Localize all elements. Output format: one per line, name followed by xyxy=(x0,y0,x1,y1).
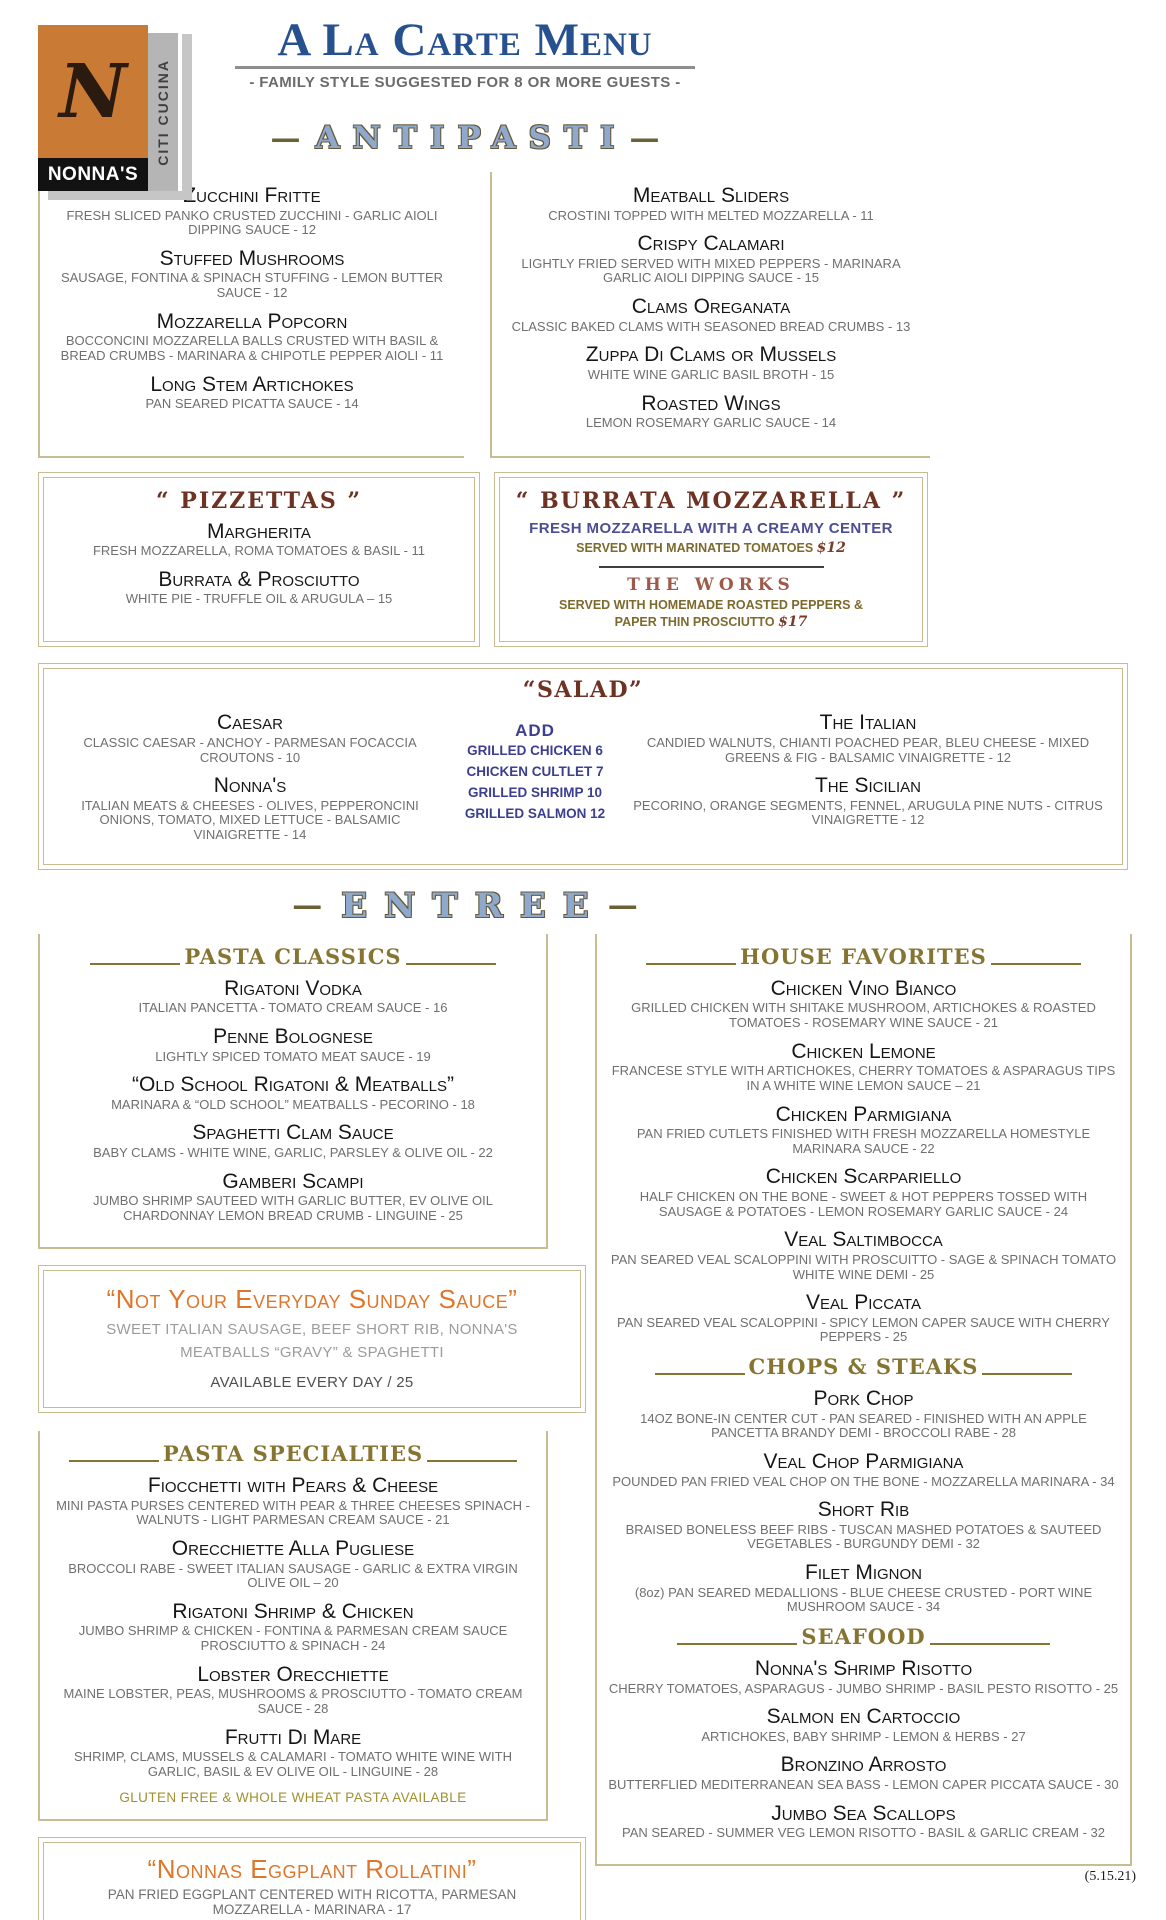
pasta-classics-header xyxy=(40,944,546,969)
menu-item-desc: FRANCESE STYLE WITH ARTICHOKES, CHERRY TOMATOES & ASPARAGUS TIPS IN A WHITE WINE LEMON SAUCE – 21 xyxy=(611,1063,1116,1093)
header-rule-right xyxy=(991,963,1081,965)
menu-item-name: Chicken Parmigiana xyxy=(775,1102,952,1126)
house-favorites-title: HOUSE FAVORITES xyxy=(740,943,987,969)
menu-item-name: Chicken Scarpariello xyxy=(765,1165,962,1189)
header-rule-left xyxy=(69,1460,159,1462)
menu-item-name: Nonna's Shrimp Risotto xyxy=(754,1657,973,1681)
burrata-divider xyxy=(599,566,824,568)
menu-item-desc: (8oz) PAN SEARED MEDALLIONS - BLUE CHEESE CRUSTED - PORT WINE MUSHROOM SAUCE - 34 xyxy=(634,1584,1093,1615)
burrata-box xyxy=(494,472,928,648)
menu-item-desc: PAN SEARED PICATTA SAUCE - 14 xyxy=(145,396,359,412)
menu-item-name: Crispy Calamari xyxy=(637,232,785,256)
menu-item-desc: SAUSAGE, FONTINA & SPINACH STUFFING - LEMON BUTTER SAUCE - 12 xyxy=(60,270,444,301)
pizzettas-list xyxy=(52,520,466,607)
pasta-specialties-header xyxy=(40,1441,546,1466)
menu-item-name: Jumbo Sea Scallops xyxy=(771,1801,956,1825)
menu-item-name: The Sicilian xyxy=(814,774,922,798)
menu-item-desc: CLASSIC BAKED CLAMS WITH SEASONED BREAD CRUMBS - 13 xyxy=(511,318,911,334)
menu-item-name: Filet Mignon xyxy=(805,1561,922,1585)
menu-item-desc: 14OZ BONE-IN CENTER CUT - PAN SEARED - FINISHED WITH AN APPLE PANCETTA BRANDY DEMI - BROCCOLI RABE - 28 xyxy=(640,1410,1087,1441)
dash-left: — xyxy=(292,888,323,924)
menu-item xyxy=(50,711,450,765)
menu-item-desc: BROCCOLI RABE - SWEET ITALIAN SAUSAGE - GARLIC & EXTRA VIRGIN OLIVE OIL – 20 xyxy=(68,1560,518,1591)
seafood-section xyxy=(597,1624,1130,1841)
header-rule-left xyxy=(646,963,736,965)
salad-title: “SALAD” xyxy=(522,677,644,704)
entree-right-column xyxy=(595,934,1136,1884)
antipasti-header-text: ANTIPASTI xyxy=(315,120,628,156)
title-rule xyxy=(235,66,695,69)
header-rule-right xyxy=(406,963,496,965)
header-rule-left xyxy=(90,963,180,965)
salad-columns xyxy=(50,705,1116,851)
menu-item-desc: JUMBO SHRIMP & CHICKEN - FONTINA & PARMESAN CREAM SAUCE PROSCIUTTO & SPINACH - 24 xyxy=(78,1623,508,1654)
menu-item-name: Gamberi Scampi xyxy=(222,1169,364,1193)
menu-item xyxy=(597,1802,1130,1841)
menu-item xyxy=(597,1387,1130,1441)
house-favorites-section xyxy=(597,944,1130,1345)
menu-item xyxy=(40,1537,546,1591)
menu-item-desc: MINI PASTA PURSES CENTERED WITH PEAR & THREE CHEESES SPINACH - WALNUTS - LIGHT PARMESAN CREAM SAUCE - 21 xyxy=(56,1497,530,1528)
salad-right-list xyxy=(620,705,1116,837)
salad-left-list xyxy=(50,705,450,851)
page-subtitle: - FAMILY STYLE SUGGESTED FOR 8 OR MORE GUESTS - xyxy=(249,74,681,92)
menu-item xyxy=(597,1705,1130,1744)
menu-item-desc: CHERRY TOMATOES, ASPARAGUS - JUMBO SHRIMP - BASIL PESTO RISOTTO - 25 xyxy=(608,1680,1119,1696)
chops-steaks-section xyxy=(597,1354,1130,1615)
menu-item xyxy=(40,1121,546,1160)
chops-steaks-header xyxy=(597,1354,1130,1379)
menu-item xyxy=(40,1025,546,1064)
header-rule-left xyxy=(677,1643,797,1645)
chops-steaks-title: CHOPS & STEAKS xyxy=(748,1354,979,1380)
menu-item xyxy=(597,977,1130,1031)
menu-item-desc: SHRIMP, CLAMS, MUSSELS & CALAMARI - TOMATO WHITE WINE WITH GARLIC, BASIL & EV OLIVE OIL - LINGUINE - 28 xyxy=(74,1749,512,1779)
menu-item-desc: PAN FRIED CUTLETS FINISHED WITH FRESH MOZZARELLA HOMESTYLE MARINARA SAUCE - 22 xyxy=(636,1126,1091,1156)
menu-item xyxy=(52,568,466,607)
pasta-classics-section xyxy=(38,934,548,1249)
burrata-box-inner xyxy=(499,477,923,643)
menu-item-name: Pork Chop xyxy=(813,1387,914,1411)
menu-item-name: Caesar xyxy=(216,711,284,735)
menu-item-desc: ITALIAN MEATS & CHEESES - OLIVES, PEPPERONCINI ONIONS, TOMATO, MIXED LETTUCE - BALSAMIC VINAIGRETTE - 14 xyxy=(81,797,419,843)
seafood-title: SEAFOOD xyxy=(801,1624,926,1650)
burrata-option-1-text: SERVED WITH MARINATED TOMATOES xyxy=(576,540,814,555)
menu-item xyxy=(40,1474,546,1528)
menu-item xyxy=(597,1657,1130,1696)
menu-item-name: Rigatoni Shrimp & Chicken xyxy=(172,1599,414,1623)
menu-item-name: Spaghetti Clam Sauce xyxy=(192,1121,394,1145)
menu-item xyxy=(40,977,546,1016)
menu-item-desc: CLASSIC CAESAR - ANCHOY - PARMESAN FOCACCIA CROUTONS - 10 xyxy=(83,734,417,765)
menu-item-desc: PAN SEARED VEAL SCALOPPINI WITH PROSCUITTO - SAGE & SPINACH TOMATO WHITE WINE DEMI - 25 xyxy=(610,1251,1117,1282)
menu-item-desc: ITALIAN PANCETTA - TOMATO CREAM SAUCE - 16 xyxy=(138,1000,448,1016)
menu-item xyxy=(597,1291,1130,1345)
menu-item-desc: MAINE LOBSTER, PEAS, MUSHROOMS & PROSCIUTTO - TOMATO CREAM SAUCE - 28 xyxy=(63,1686,523,1716)
menu-item-desc: CANDIED WALNUTS, CHIANTI POACHED PEAR, BLEU CHEESE - MIXED GREENS & FIG - BALSAMIC VINAIGRETTE - 12 xyxy=(646,734,1090,765)
eggplant-rollatini-desc: PAN FRIED EGGPLANT CENTERED WITH RICOTTA, PARMESAN MOZZARELLA - MARINARA - 17 xyxy=(107,1887,517,1918)
eggplant-rollatini-title: “Nonnas Eggplant Rollatini” xyxy=(147,1853,477,1884)
menu-item-name: Fiocchetti with Pears & Cheese xyxy=(147,1474,439,1498)
menu-item xyxy=(620,711,1116,765)
menu-item-desc: MARINARA & “OLD SCHOOL” MEATBALLS - PECORINO - 18 xyxy=(111,1096,475,1112)
pasta-specialties-list xyxy=(40,1474,546,1779)
chops-steaks-list xyxy=(597,1387,1130,1615)
entree-left-column xyxy=(38,934,586,1920)
specialty-box-row xyxy=(38,472,1166,648)
menu-item xyxy=(492,295,930,334)
menu-item-name: Veal Piccata xyxy=(806,1291,921,1315)
dash-right: — xyxy=(629,120,660,156)
salad-add-option: GRILLED CHICKEN 6 xyxy=(467,743,603,759)
entree-columns xyxy=(38,934,1166,1920)
menu-item-desc: CROSTINI TOPPED WITH MELTED MOZZARELLA - 11 xyxy=(548,207,874,223)
menu-item-desc: FRESH SLICED PANKO CRUSTED ZUCCHINI - GARLIC AIOLI DIPPING SAUCE - 12 xyxy=(66,207,438,238)
entree-header-text: ENTREE xyxy=(341,885,606,926)
menu-item xyxy=(40,373,464,412)
menu-item-name: Nonna's xyxy=(213,774,287,798)
header-rule-right xyxy=(930,1643,1050,1645)
menu-item-desc: ARTICHOKES, BABY SHRIMP - LEMON & HERBS - 27 xyxy=(701,1728,1026,1744)
pasta-classics-title: PASTA CLASSICS xyxy=(184,943,402,969)
menu-item-desc: LEMON ROSEMARY GARLIC SAUCE - 14 xyxy=(585,415,837,431)
eggplant-rollatini-box xyxy=(38,1837,586,1920)
menu-item-desc: BOCCONCINI MOZZARELLA BALLS CRUSTED WITH BASIL & BREAD CRUMBS - MARINARA & CHIPOTLE PEPPER AIOLI - 11 xyxy=(60,333,444,363)
menu-item xyxy=(597,1561,1130,1615)
menu-item xyxy=(40,247,464,301)
dash-right: — xyxy=(607,888,638,924)
salad-add-option: GRILLED SHRIMP 10 xyxy=(467,785,603,801)
menu-item xyxy=(620,774,1116,828)
menu-item-name: Veal Saltimbocca xyxy=(784,1228,943,1252)
menu-revision-date: (5.15.21) xyxy=(1084,1868,1136,1884)
menu-item-name: Orecchiette Alla Pugliese xyxy=(171,1536,415,1560)
menu-item-name: Margherita xyxy=(207,519,311,543)
menu-item-desc: PAN SEARED VEAL SCALOPPINI - SPICY LEMON CAPER SAUCE WITH CHERRY PEPPERS - 25 xyxy=(617,1314,1110,1345)
entree-header xyxy=(0,886,930,926)
header-rule-right xyxy=(982,1373,1072,1375)
menu-item xyxy=(597,1450,1130,1489)
logo-initial: N xyxy=(59,48,127,135)
menu-item-desc: WHITE PIE - TRUFFLE OIL & ARUGULA – 15 xyxy=(125,591,393,607)
menu-item xyxy=(492,343,930,382)
menu-item-name: Meatball Sliders xyxy=(632,184,790,207)
burrata-option-1-price: $12 xyxy=(816,539,846,556)
antipasti-section xyxy=(38,172,1166,458)
menu-item-desc: JUMBO SHRIMP SAUTEED WITH GARLIC BUTTER, EV OLIVE OIL CHARDONNAY LEMON BREAD CRUMB - LINGUINE - 25 xyxy=(93,1193,493,1223)
menu-item-desc: FRESH MOZZARELLA, ROMA TOMATOES & BASIL - 11 xyxy=(92,543,426,559)
gluten-free-note: GLUTEN FREE & WHOLE WHEAT PASTA AVAILABLE xyxy=(119,1789,467,1805)
pasta-specialties-title: PASTA SPECIALTIES xyxy=(162,1441,424,1467)
menu-item-desc: PAN SEARED - SUMMER VEG LEMON RISOTTO - BASIL & GARLIC CREAM - 32 xyxy=(621,1825,1106,1841)
salad-add-option: CHICKEN CULTLET 7 xyxy=(466,764,604,780)
menu-item xyxy=(597,1753,1130,1792)
sunday-sauce-box-inner xyxy=(43,1270,581,1409)
logo-vertical-text: CITI CUCINA xyxy=(155,58,171,166)
menu-item xyxy=(40,1073,546,1112)
burrata-option-2 xyxy=(508,598,914,631)
burrata-option-2-text: SERVED WITH HOMEMADE ROASTED PEPPERS & PAPER THIN PROSCIUTTO xyxy=(559,598,863,629)
menu-item-desc: LIGHTLY SPICED TOMATO MEAT SAUCE - 19 xyxy=(155,1048,431,1064)
sunday-sauce-note: AVAILABLE EVERY DAY / 25 xyxy=(210,1374,414,1392)
title-block xyxy=(165,16,765,91)
menu-item-name: Lobster Orecchiette xyxy=(197,1662,389,1686)
menu-item-name: Zucchini Fritte xyxy=(183,184,321,207)
the-works-title: THE WORKS xyxy=(627,575,795,596)
antipasti-right-list xyxy=(490,172,930,458)
menu-item-name: Roasted Wings xyxy=(641,391,781,415)
menu-item-desc: WHITE WINE GARLIC BASIL BROTH - 15 xyxy=(587,366,835,382)
menu-item xyxy=(492,232,930,286)
menu-item-name: Stuffed Mushrooms xyxy=(159,246,345,270)
house-favorites-header xyxy=(597,944,1130,969)
header-rule-left xyxy=(655,1373,745,1375)
menu-item-name: Veal Chop Parmigiana xyxy=(763,1450,964,1474)
menu-item xyxy=(597,1165,1130,1219)
menu-item-desc: BUTTERFLIED MEDITERRANEAN SEA BASS - LEMON CAPER PICCATA SAUCE - 30 xyxy=(608,1776,1119,1792)
salad-add-option: GRILLED SALMON 12 xyxy=(464,806,606,822)
menu-item-name: Penne Bolognese xyxy=(213,1025,373,1048)
burrata-tagline: FRESH MOZZARELLA WITH A CREAMY CENTER xyxy=(529,519,893,537)
sunday-sauce-box xyxy=(38,1265,586,1414)
menu-item-desc: PECORINO, ORANGE SEGMENTS, FENNEL, ARUGULA PINE NUTS - CITRUS VINAIGRETTE - 12 xyxy=(633,797,1103,828)
eggplant-rollatini-box-inner xyxy=(43,1842,581,1920)
nonnas-logo xyxy=(38,25,182,191)
menu-item xyxy=(40,1600,546,1654)
menu-item-desc: LIGHTLY FRIED SERVED WITH MIXED PEPPERS - MARINARA GARLIC AIOLI DIPPING SAUCE - 15 xyxy=(521,255,901,286)
pizzettas-title: “ PIZZETTAS ” xyxy=(155,487,363,514)
menu-item xyxy=(492,392,930,431)
logo-monogram xyxy=(38,25,148,158)
menu-item-name: Chicken Vino Bianco xyxy=(770,976,957,1000)
menu-item-name: “Old School Rigatoni & Meatballs” xyxy=(132,1073,454,1097)
sunday-sauce-desc: SWEET ITALIAN SAUSAGE, BEEF SHORT RIB, NONNA'S MEATBALLS “GRAVY” & SPAGHETTI xyxy=(106,1321,518,1361)
sunday-sauce-title: “Not Your Everyday Sunday Sauce” xyxy=(106,1283,518,1314)
page-title: A La Carte Menu xyxy=(277,14,653,66)
salad-add-title: ADD xyxy=(515,721,555,741)
menu-item-name: Rigatoni Vodka xyxy=(224,976,362,1000)
menu-item-desc: BRAISED BONELESS BEEF RIBS - TUSCAN MASHED POTATOES & SAUTEED VEGETABLES - BURGUNDY DEMI - 32 xyxy=(625,1521,1102,1552)
menu-item-name: The Italian xyxy=(819,711,917,735)
menu-item-name: Zuppa Di Clams or Mussels xyxy=(585,343,837,367)
pizzettas-box xyxy=(38,472,480,648)
antipasti-left-list xyxy=(38,172,464,458)
menu-item xyxy=(597,1228,1130,1282)
seafood-list xyxy=(597,1657,1130,1841)
menu-item xyxy=(597,1498,1130,1552)
pizzettas-box-inner xyxy=(43,477,475,643)
menu-item-name: Mozzarella Popcorn xyxy=(156,309,348,333)
menu-item-name: Frutti Di Mare xyxy=(224,1725,362,1749)
menu-item xyxy=(40,184,464,238)
burrata-title: “ BURRATA MOZZARELLA ” xyxy=(515,487,907,514)
burrata-option-2-price: $17 xyxy=(778,613,808,630)
menu-item xyxy=(52,520,466,559)
menu-item-name: Long Stem Artichokes xyxy=(150,372,354,396)
menu-item xyxy=(597,1103,1130,1157)
salad-add-block xyxy=(450,705,620,825)
menu-item-desc: GRILLED CHICKEN WITH SHITAKE MUSHROOM, ARTICHOKES & ROASTED TOMATOES - ROSEMARY WINE SAUCE - 21 xyxy=(631,1000,1096,1030)
menu-item-name: Salmon en Cartoccio xyxy=(766,1705,961,1729)
house-favorites-list xyxy=(597,977,1130,1345)
salad-add-options xyxy=(450,741,620,825)
salad-section xyxy=(38,663,1128,869)
pasta-specialties-section xyxy=(38,1431,548,1820)
burrata-option-1 xyxy=(508,540,914,558)
salad-box-inner xyxy=(43,668,1123,864)
menu-item xyxy=(40,1726,546,1780)
menu-item xyxy=(50,774,450,843)
seafood-header xyxy=(597,1624,1130,1649)
menu-item xyxy=(492,184,930,223)
header xyxy=(0,0,1166,185)
menu-item-name: Bronzino Arrosto xyxy=(780,1753,947,1777)
menu-item xyxy=(40,1663,546,1717)
menu-item xyxy=(40,1170,546,1224)
menu-item-desc: POUNDED PAN FRIED VEAL CHOP ON THE BONE - MOZZARELLA MARINARA - 34 xyxy=(612,1473,1115,1489)
menu-item xyxy=(40,310,464,364)
dash-left: — xyxy=(270,120,301,156)
antipasti-header xyxy=(165,120,765,156)
menu-item-desc: HALF CHICKEN ON THE BONE - SWEET & HOT PEPPERS TOSSED WITH SAUSAGE & POTATOES - LEMON ROSEMARY GARLIC SAUCE - 24 xyxy=(639,1188,1088,1219)
menu-item xyxy=(597,1040,1130,1094)
logo-wordmark: NONNA'S xyxy=(38,158,148,191)
menu-item-name: Short Rib xyxy=(817,1498,910,1522)
menu-item-name: Chicken Lemone xyxy=(791,1039,936,1063)
menu-item-name: Burrata & Prosciutto xyxy=(158,567,360,591)
menu-item-name: Clams Oreganata xyxy=(631,295,791,319)
menu-item-desc: BABY CLAMS - WHITE WINE, GARLIC, PARSLEY & OLIVE OIL - 22 xyxy=(93,1144,493,1160)
pasta-classics-list xyxy=(40,977,546,1224)
header-rule-right xyxy=(427,1460,517,1462)
